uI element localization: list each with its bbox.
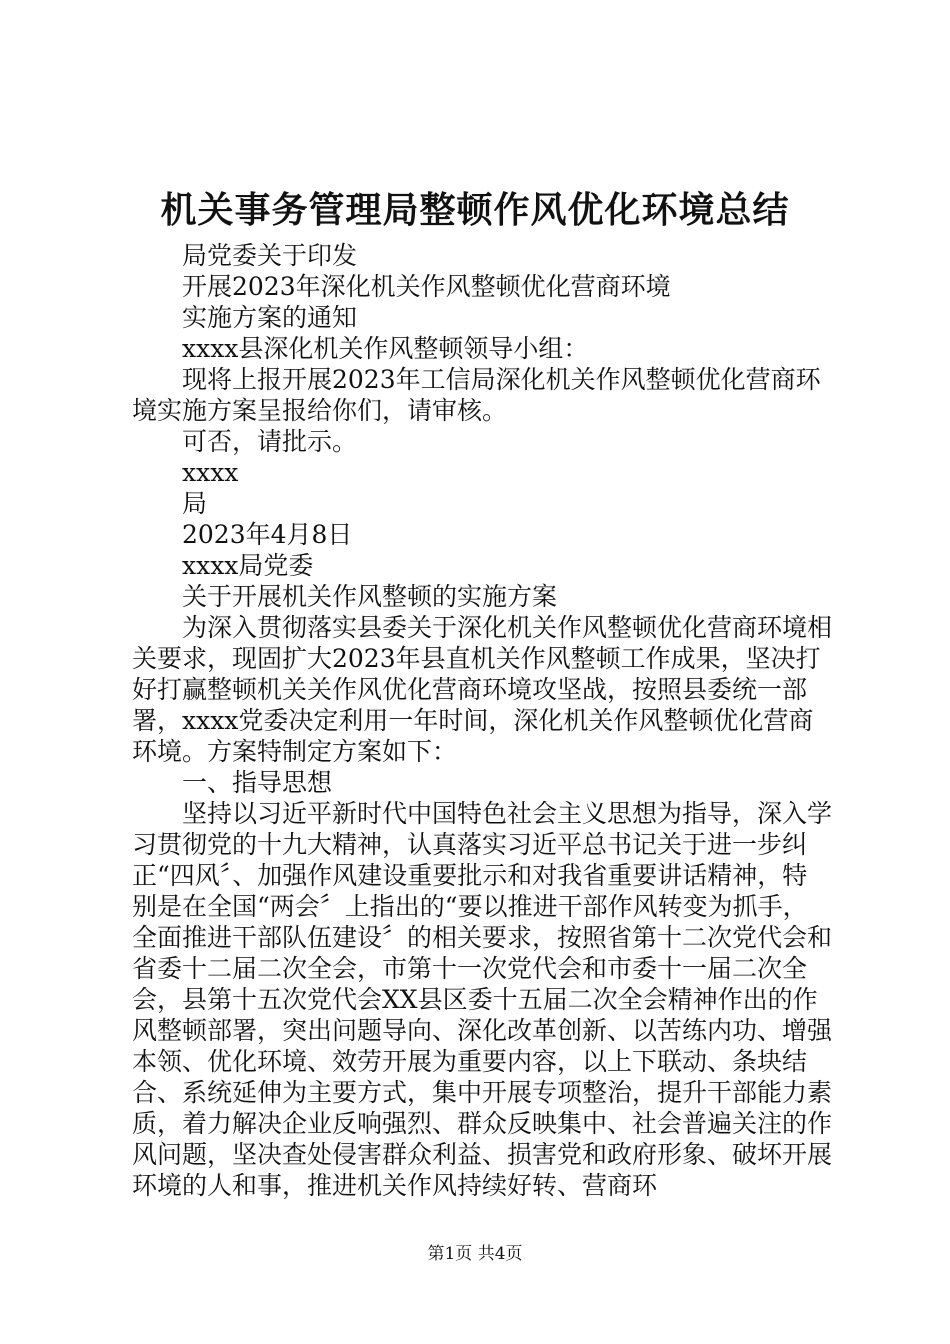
paragraph: 坚持以习近平新时代中国特色社会主义思想为指导，深入学习贯彻党的十九大精神，认真落实习近平总书记关于进一步纠正“四风〞、加强作风建设重要批示和对我省重要讲话精神，特别是在全国“两会〞上指出的“要以推进干部作风转变为抓手，全面推进干部队伍建设〞的相关要求，按照省第十二次党代会和省委十二届二次全会，市第十一次党代会和市委十一届二次全会，县第十五次党代会XX县区委十五届二次全会精神作出的作风整顿部署，突出问题导向、深化改革创新、以苦练内功、增强本领、优化环境、效劳开展为重要内容，以上下联动、条块结合、系统延伸为主要方式，集中开展专项整治，提升干部能力素质，着力解决企业反响强烈、群众反映集中、社会普遍关注的作风问题，坚决查处侵害群众利益、损害党和政府形象、破坏开展环境的人和事，推进机关作风持续好转、营商环 <box>132 799 833 1200</box>
paragraph: 实施方案的通知 <box>182 303 358 332</box>
document-title: 机关事务管理局整顿作风优化环境总结 <box>160 189 790 231</box>
paragraph: 2023年4月8日 <box>182 520 353 549</box>
document-body <box>132 240 832 1201</box>
paragraph: 可否，请批示。 <box>182 427 358 456</box>
paragraph: 开展2023年深化机关作风整顿优化营商环境 <box>182 272 671 301</box>
paragraph: 关于开展机关作风整顿的实施方案 <box>182 582 558 611</box>
paragraph: 为深入贯彻落实县委关于深化机关作风整顿优化营商环境相关要求，现固扩大2023年县直机关作风整顿工作成果，坚决打好打赢整顿机关关作风优化营商环境攻坚战，按照县委统一部署，xxxx党委决定利用一年时间，深化机关作风整顿优化营商环境。方案特制定方案如下： <box>132 613 833 766</box>
paragraph: 一、指导思想 <box>182 768 333 797</box>
paragraph: xxxx <box>182 458 239 487</box>
paragraph: 局党委关于印发 <box>182 241 358 270</box>
paragraph: xxxx县深化机关作风整顿领导小组： <box>182 334 589 363</box>
paragraph: xxxx局党委 <box>182 551 314 580</box>
paragraph: 局 <box>182 489 208 518</box>
page-number-footer: 第1页 共4页 <box>427 1244 523 1264</box>
paragraph: 现将上报开展2023年工信局深化机关作风整顿优化营商环境实施方案呈报给你们，请审核。 <box>132 365 821 425</box>
